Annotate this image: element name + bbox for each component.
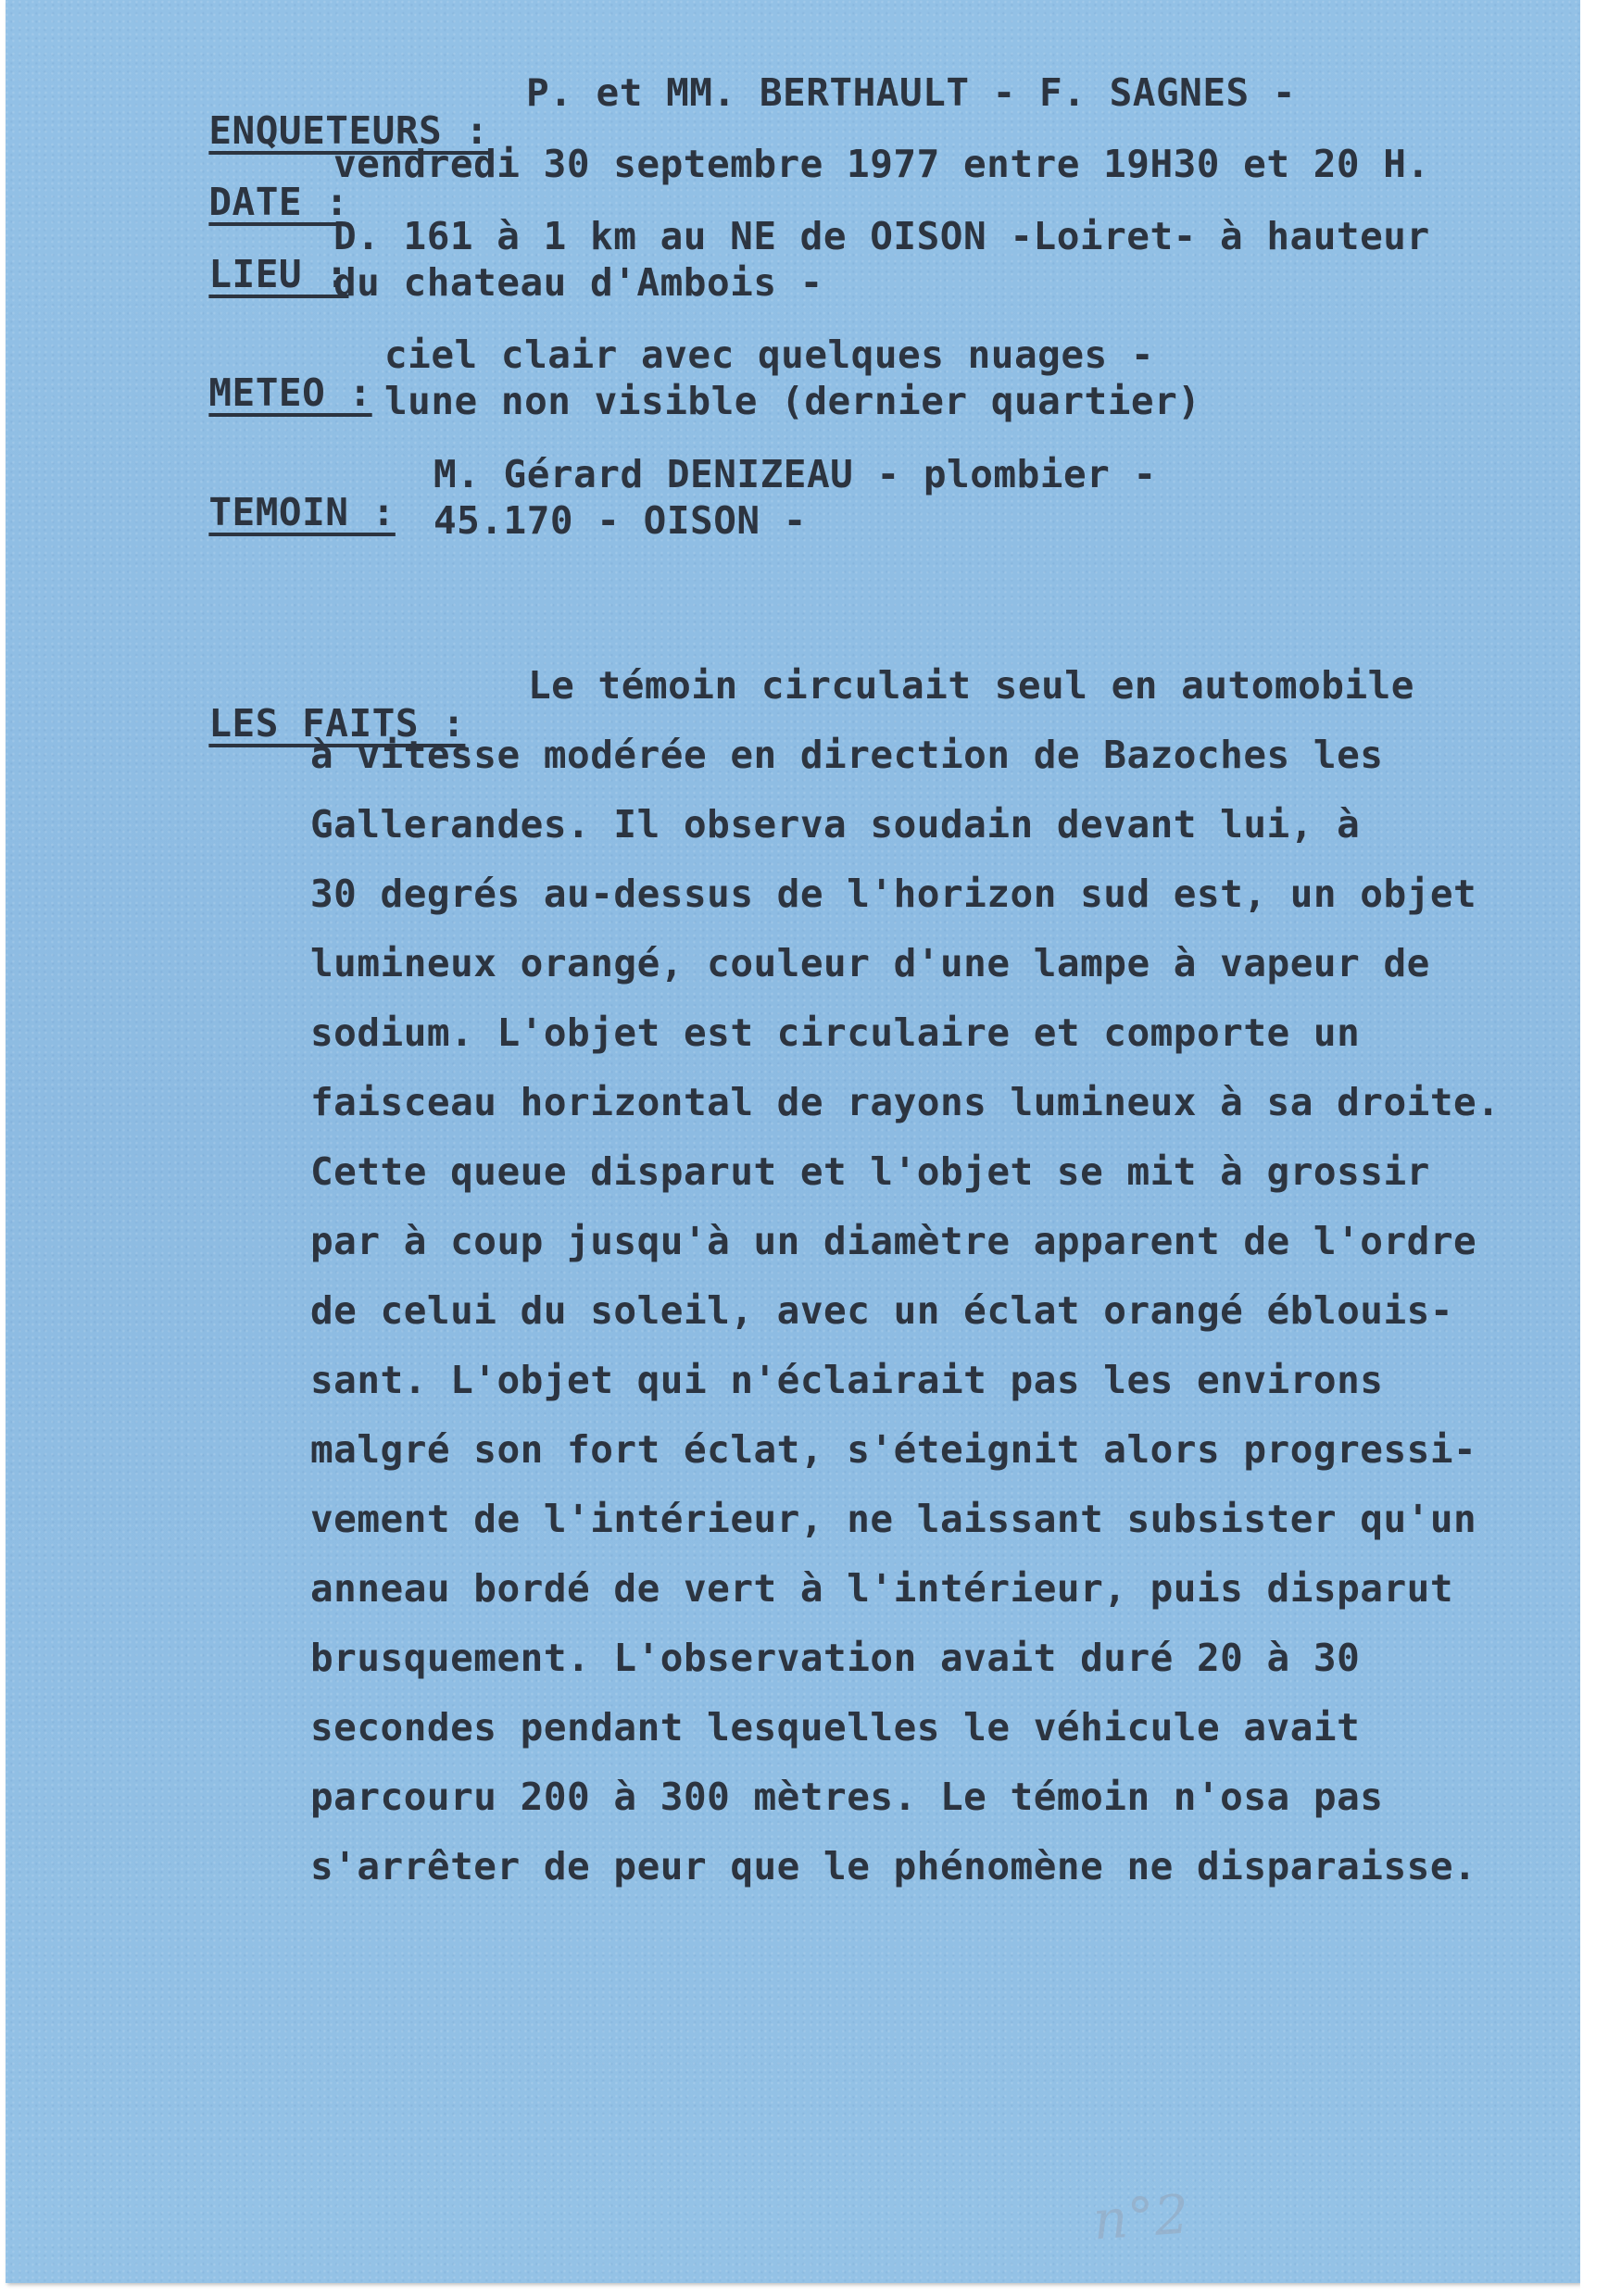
page-edge <box>1580 0 1590 2296</box>
temoin-line-2: 45.170 - OISON - <box>434 498 807 543</box>
faits-line: lumineux orangé, couleur d'une lampe à vapeur de <box>310 941 1430 985</box>
date-label: DATE : <box>208 180 349 224</box>
meteo-label: METEO : <box>208 370 372 415</box>
enqueteurs-value: P. et MM. BERTHAULT - F. SAGNES - <box>526 70 1297 115</box>
faits-line: à vitesse modérée en direction de Bazoches les <box>310 733 1384 777</box>
lieu-label: LIEU : <box>208 252 349 296</box>
lieu-row <box>162 218 348 294</box>
faits-line: parcouru 200 à 300 mètres. Le témoin n'osa pas <box>310 1775 1384 1819</box>
enqueteurs-label: ENQUETEURS : <box>208 108 489 153</box>
meteo-line-1: ciel clair avec quelques nuages - <box>384 332 1155 377</box>
faits-line: anneau bordé de vert à l'intérieur, puis disparut <box>310 1566 1454 1611</box>
faits-line: vement de l'intérieur, ne laissant subsister qu'un <box>310 1497 1477 1541</box>
date-value: vendredi 30 septembre 1977 entre 19H30 et 20 H. <box>333 142 1430 186</box>
date-row <box>162 145 349 224</box>
faits-line: brusquement. L'observation avait duré 20 à 30 <box>310 1636 1361 1680</box>
faits-line: par à coup jusqu'à un diamètre apparent de l'ordre <box>310 1219 1477 1263</box>
faits-line: s'arrêter de peur que le phénomène ne disparaisse. <box>310 1844 1477 1888</box>
faits-line: faisceau horizontal de rayons lumineux à sa droite. <box>310 1080 1501 1124</box>
pencil-annotation: n°2 <box>1090 2182 1191 2252</box>
meteo-row <box>162 336 372 415</box>
faits-line: secondes pendant lesquelles le véhicule avait <box>310 1705 1361 1750</box>
faits-line: de celui du soleil, avec un éclat orangé éblouis- <box>310 1288 1454 1333</box>
faits-label-row <box>162 667 466 746</box>
faits-line: malgré son fort éclat, s'éteignit alors progressi- <box>310 1427 1477 1472</box>
temoin-line-1: M. Gérard DENIZEAU - plombier - <box>434 452 1157 496</box>
lieu-line-2: du chateau d'Ambois - <box>333 260 823 305</box>
faits-line: Gallerandes. Il observa soudain devant lui, à <box>310 802 1361 847</box>
faits-line: sant. L'objet qui n'éclairait pas les environs <box>310 1358 1384 1402</box>
lieu-line-1: D. 161 à 1 km au NE de OISON -Loiret- à hauteur <box>333 214 1430 258</box>
faits-line: sodium. L'objet est circulaire et comporte un <box>310 1010 1361 1055</box>
faits-line: 30 degrés au-dessus de l'horizon sud est, un objet <box>310 872 1477 916</box>
faits-label: LES FAITS : <box>208 701 466 746</box>
faits-line: Le témoin circulait seul en automobile <box>528 663 1414 708</box>
faits-line: Cette queue disparut et l'objet se mit à grossir <box>310 1149 1430 1194</box>
temoin-row <box>162 456 396 532</box>
enqueteurs-row <box>162 74 489 153</box>
temoin-label: TEMOIN : <box>208 490 396 534</box>
meteo-line-2: lune non visible (dernier quartier) <box>384 379 1201 423</box>
